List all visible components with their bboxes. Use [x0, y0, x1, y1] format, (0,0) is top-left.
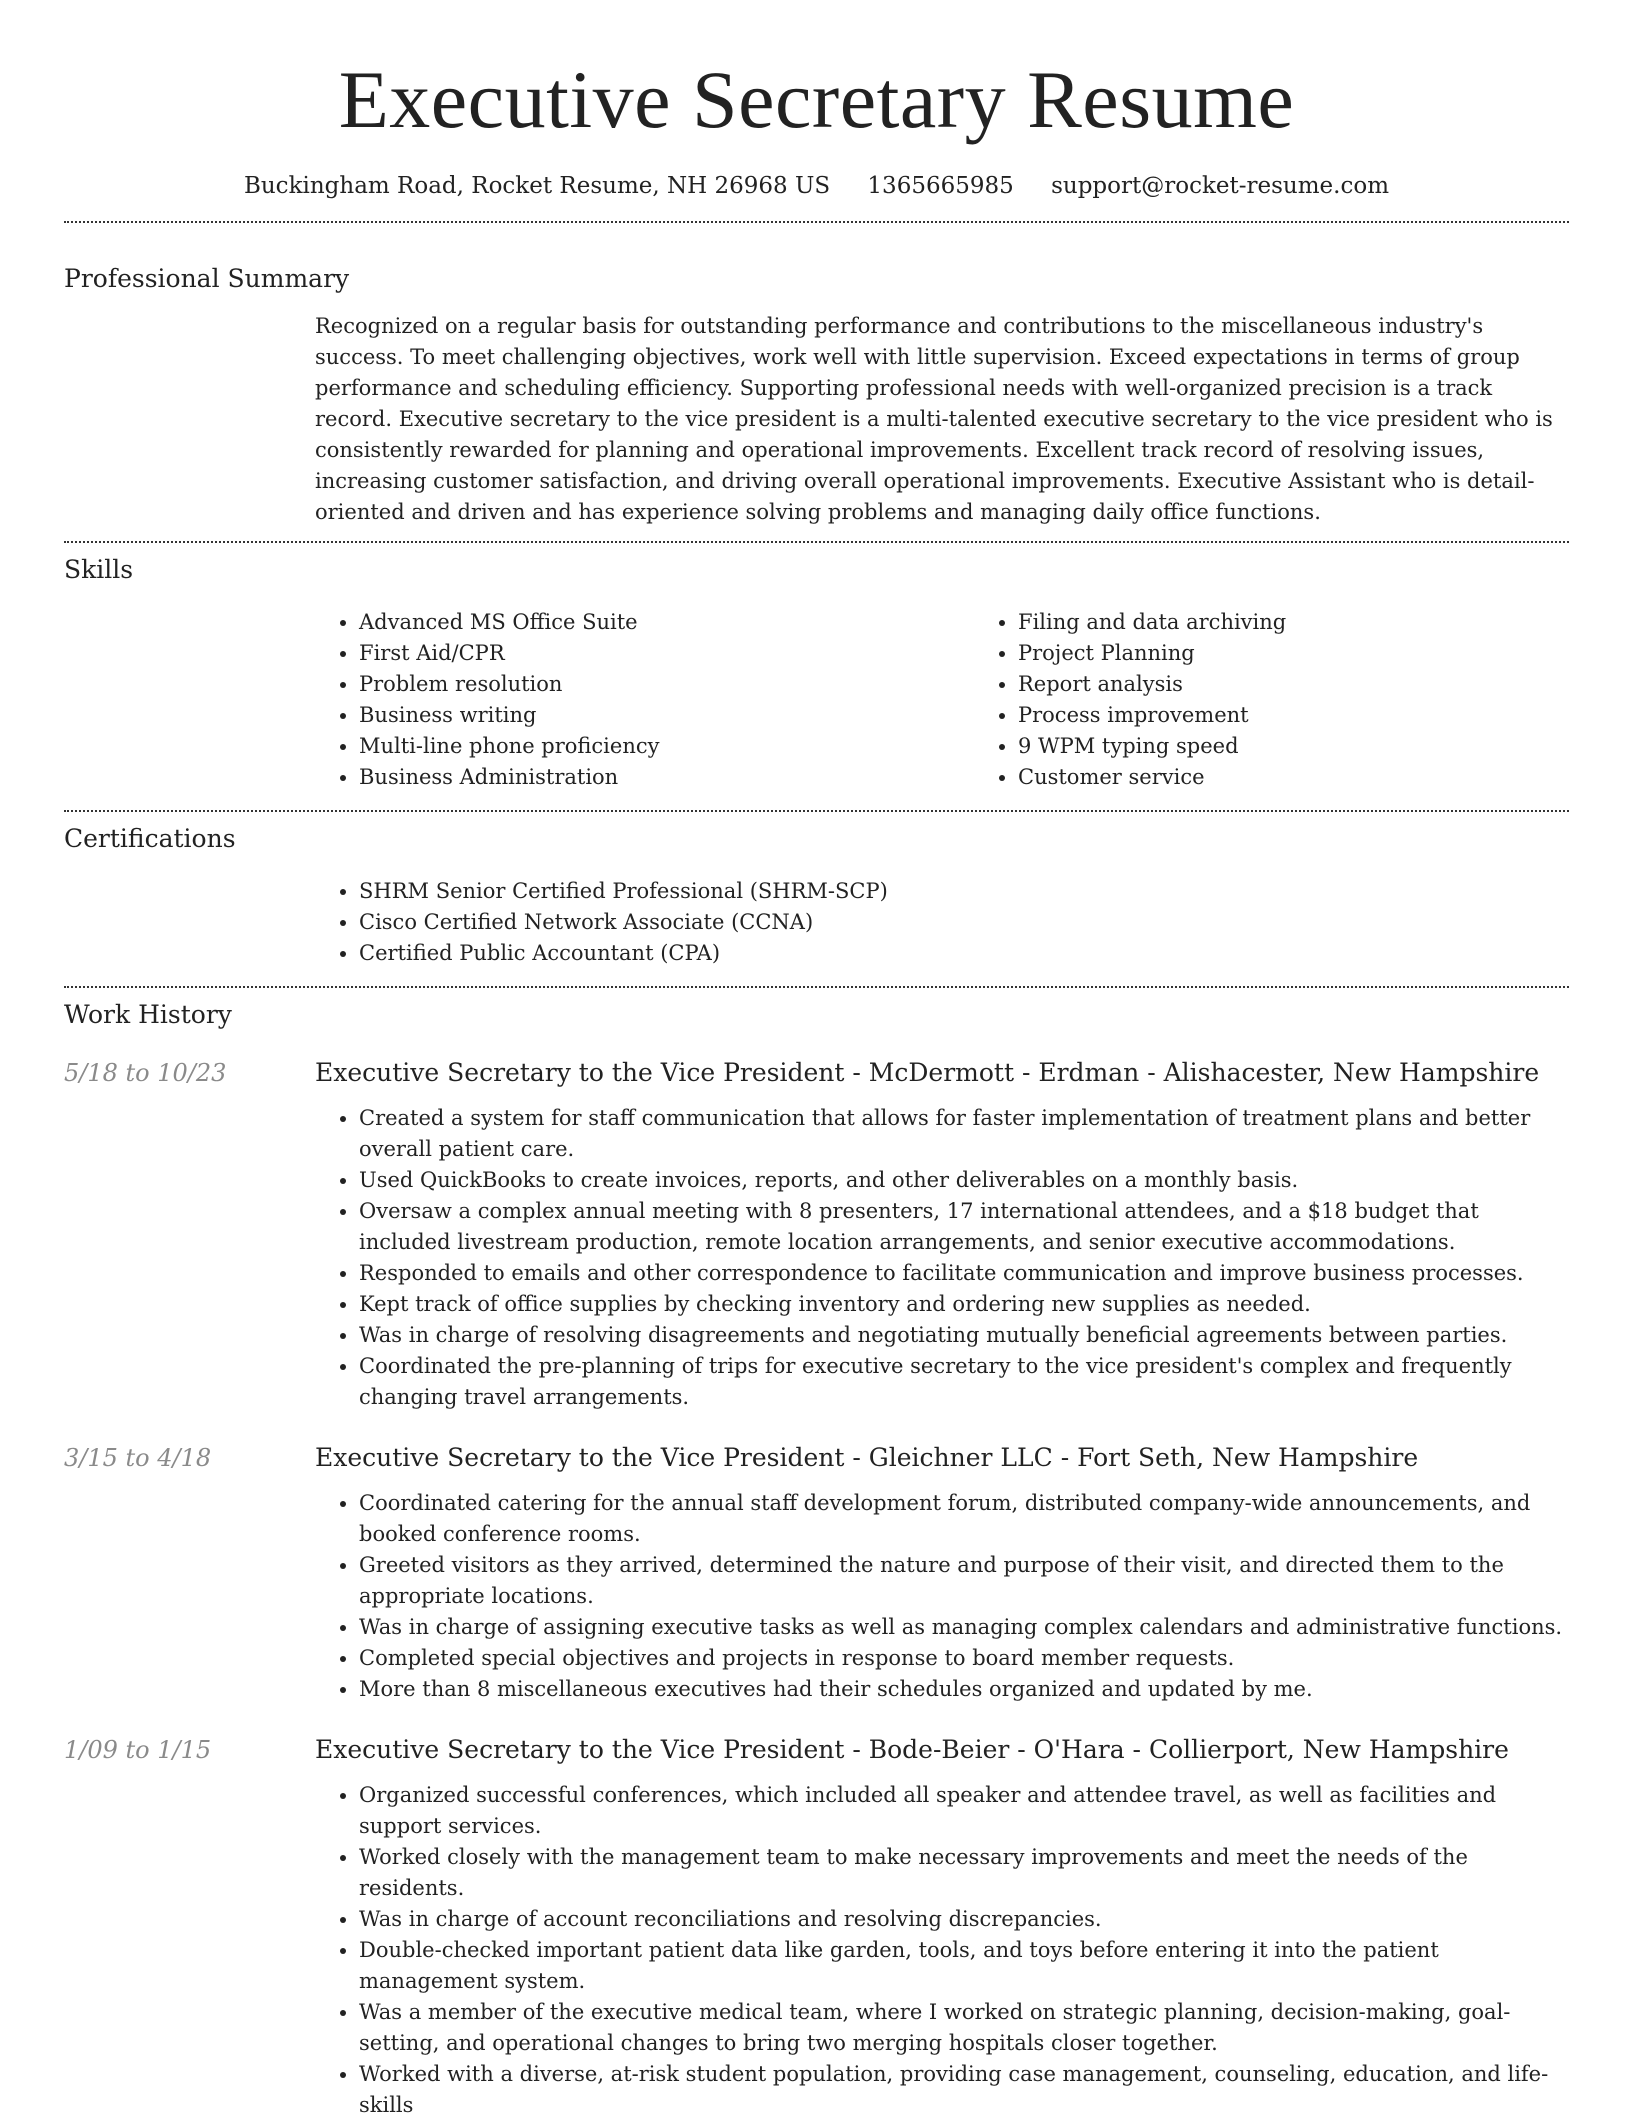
resume-title: Executive Secretary Resume [338, 54, 1295, 145]
certification-item: • Cisco Certified Network Associate (CCNA) [359, 907, 1569, 938]
job-entry [64, 1056, 1569, 1413]
job-details [315, 1733, 1569, 2121]
job-details [315, 1056, 1569, 1413]
job-title: Executive Secretary to the Vice President - Gleichner LLC - Fort Seth, New Hampshire [315, 1443, 1419, 1472]
summary-section [315, 311, 1569, 528]
skill-item: • Business Administration [359, 762, 974, 793]
contact-line [64, 169, 1569, 203]
job-bullet: • Completed special objectives and projects in response to board member requests. [359, 1643, 1569, 1674]
skills-heading: Skills [64, 555, 134, 584]
job-bullet: • Responded to emails and other correspondence to facilitate communication and improve business processes. [359, 1258, 1569, 1289]
skill-item: • Report analysis [1018, 669, 1632, 700]
section-divider [64, 221, 1569, 223]
job-bullet: • Greeted visitors as they arrived, determined the nature and purpose of their visit, and directed them to the appropriate locations. [359, 1550, 1569, 1612]
job-bullet: • Kept track of office supplies by checking inventory and ordering new supplies as needed. [359, 1289, 1569, 1320]
summary-text: Recognized on a regular basis for outstanding performance and contributions to the miscellaneous industry's success. To meet challenging objectives, work well with little supervision. Exceed expectations in terms of group performance and scheduling efficiency. Supporting professional needs with well-organized precision is a track record. Executive secretary to the vice president is a multi-talented executive secretary to the vice president who is consistently rewarded for planning and operational improvements. Excellent track record of resolving issues, increasing customer satisfaction, and driving overall operational improvements. Executive Assistant who is detail-oriented and driven and has experience solving problems and managing daily office functions. [315, 314, 1553, 524]
skill-item: • Business writing [359, 700, 974, 731]
job-title: Executive Secretary to the Vice President - McDermott - Erdman - Alishacester, New Hampshire [315, 1058, 1540, 1087]
skill-item: • Multi-line phone proficiency [359, 731, 974, 762]
skill-item: • Process improvement [1018, 700, 1632, 731]
job-bullet: • Used QuickBooks to create invoices, reports, and other deliverables on a monthly basis. [359, 1165, 1569, 1196]
skill-item: • Project Planning [1018, 638, 1632, 669]
job-bullet: • Double-checked important patient data like garden, tools, and toys before entering it into the patient management system. [359, 1935, 1569, 1997]
skills-section [315, 607, 1569, 793]
section-divider [64, 541, 1569, 543]
section-divider [64, 810, 1569, 812]
job-title: Executive Secretary to the Vice President - Bode-Beier - O'Hara - Collierport, New Hampshire [315, 1735, 1509, 1764]
certification-item: • Certified Public Accountant (CPA) [359, 938, 1569, 969]
job-bullet: • Was in charge of account reconciliations and resolving discrepancies. [359, 1904, 1569, 1935]
section-divider [64, 986, 1569, 988]
job-bullet: • Coordinated catering for the annual staff development forum, distributed company-wide announcements, and booked conference rooms. [359, 1488, 1569, 1550]
certifications-heading: Certifications [64, 824, 236, 853]
job-entry [64, 1441, 1569, 1705]
job-bullet: • Oversaw a complex annual meeting with 8 presenters, 17 international attendees, and a $18 budget that included livestream production, remote location arrangements, and senior executive accommodations. [359, 1196, 1569, 1258]
certifications-list [315, 876, 1569, 969]
job-dates: 1/09 to 1/15 [64, 1736, 212, 1764]
job-bullet: • Was in charge of assigning executive tasks as well as managing complex calendars and administrative functions. [359, 1612, 1569, 1643]
job-entry [64, 1733, 1569, 2121]
resume-page [64, 0, 1569, 2121]
job-bullet: • Worked with a diverse, at-risk student population, providing case management, counseling, education, and life-skills [359, 2059, 1569, 2121]
contact-phone: 1365665985 [867, 173, 1014, 199]
certifications-section [315, 876, 1569, 969]
contact-address: Buckingham Road, Rocket Resume, NH 26968 US [243, 173, 831, 199]
job-bullet: • Was a member of the executive medical team, where I worked on strategic planning, decision-making, goal-setting, and operational changes to bring two merging hospitals closer together. [359, 1997, 1569, 2059]
job-dates: 3/15 to 4/18 [64, 1444, 212, 1472]
skill-item: • 9 WPM typing speed [1018, 731, 1632, 762]
job-bullets [315, 1103, 1569, 1413]
skill-item: • Problem resolution [359, 669, 974, 700]
job-bullet: • Organized successful conferences, which included all speaker and attendee travel, as well as facilities and support services. [359, 1780, 1569, 1842]
work-history-heading: Work History [64, 1000, 232, 1029]
summary-heading: Professional Summary [64, 264, 350, 293]
job-bullets [315, 1780, 1569, 2121]
job-bullet: • Created a system for staff communication that allows for faster implementation of treatment plans and better overall patient care. [359, 1103, 1569, 1165]
job-details [315, 1441, 1569, 1705]
skill-item: • First Aid/CPR [359, 638, 974, 669]
job-bullets [315, 1488, 1569, 1705]
contact-email: support@rocket-resume.com [1051, 173, 1390, 199]
skill-item: • Customer service [1018, 762, 1632, 793]
skill-item: • Filing and data archiving [1018, 607, 1632, 638]
job-bullet: • Coordinated the pre-planning of trips for executive secretary to the vice president's complex and frequently changing travel arrangements. [359, 1351, 1569, 1413]
job-bullet: • More than 8 miscellaneous executives had their schedules organized and updated by me. [359, 1674, 1569, 1705]
skills-list-left [315, 607, 974, 793]
job-dates: 5/18 to 10/23 [64, 1059, 227, 1087]
job-bullet: • Worked closely with the management team to make necessary improvements and meet the needs of the residents. [359, 1842, 1569, 1904]
certification-item: • SHRM Senior Certified Professional (SHRM-SCP) [359, 876, 1569, 907]
skill-item: • Advanced MS Office Suite [359, 607, 974, 638]
skills-list-right [974, 607, 1632, 793]
job-bullet: • Was in charge of resolving disagreements and negotiating mutually beneficial agreements between parties. [359, 1320, 1569, 1351]
